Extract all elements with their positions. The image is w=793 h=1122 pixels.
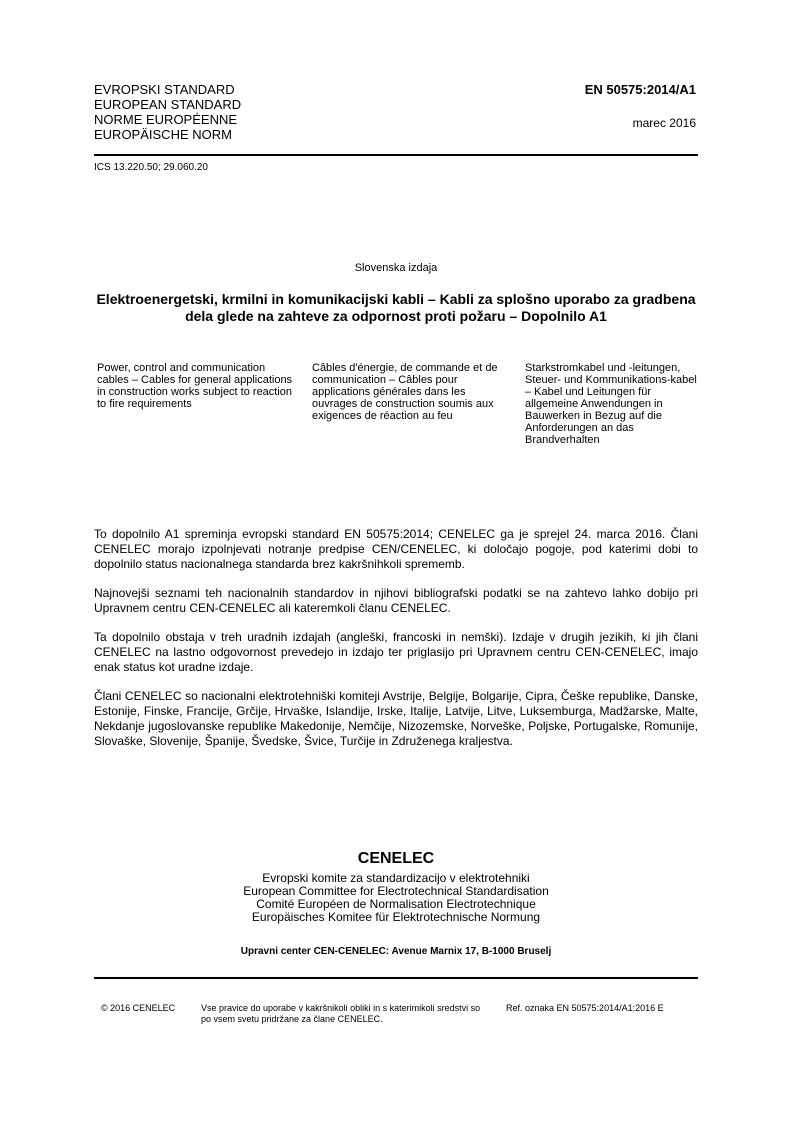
organization-address: Upravni center CEN-CENELEC: Avenue Marnix 17, B-1000 Bruselj [240, 946, 552, 957]
title-translation-fr: Câbles d'énergie, de commande et de communication – Câbles pour applications générales dans les ouvrages de construction soumis aux exigences de réaction au feu [312, 362, 498, 422]
standard-code: EN 50575:2014/A1 [584, 82, 696, 97]
ics-code: ICS 13.220.50; 29.060.20 [94, 162, 208, 173]
standard-names [94, 82, 241, 142]
copyright-notice: © 2016 CENELEC [101, 1003, 176, 1013]
organization-name-en: European Committee for Electrotechnical Standardisation [243, 884, 549, 898]
standard-name-fr: NORME EUROPÉENNE [94, 112, 238, 127]
organization-name-de: Europäisches Komitee für Elektrotechnische Normung [251, 910, 541, 924]
footer-divider [94, 977, 698, 979]
title-translation-de: Starkstromkabel und -leitungen, Steuer- und Kommunikations-kabel – Kabel und Leitungen für allgemeine Anwendungen in Bauwerken in Bezug auf die Anforderungen an das Brandverhalten [525, 362, 697, 446]
organization-name: CENELEC [357, 850, 435, 867]
publication-date: marec 2016 [632, 116, 696, 130]
paragraph-lists: Najnovejši seznami teh nacionalnih standardov in njihovi bibliografski podatki se na zahtevo lahko dobijo pri Upravnem centru CEN-CENELEC ali kateremkoli članu CENELEC. [94, 586, 698, 615]
document-title: Elektroenergetski, krmilni in komunikacijski kabli – Kabli za splošno uporabo za gradbena dela glede na zahteve za odpornost proti požaru – Dopolnilo A1 [96, 291, 696, 324]
paragraph-versions: Ta dopolnilo obstaja v treh uradnih izdajah (angleški, francoski in nemški). Izdaje v drugih jezikih, ki jih člani CENELEC na lastno odgovornost prevedejo in izdajo ter priglasijo pri Upravnem centru CEN-CENELEC, imajo enak status kot uradne izdaje. [94, 630, 698, 674]
reference-number: Ref. oznaka EN 50575:2014/A1:2016 E [506, 1003, 664, 1013]
organization-name-fr: Comité Européen de Normalisation Electrotechnique [256, 897, 536, 911]
paragraph-adoption: To dopolnilo A1 spreminja evropski standard EN 50575:2014; CENELEC ga je sprejel 24. marca 2016. Člani CENELEC morajo izpolnjevati notranje predpise CEN/CENELEC, ki določajo pogoje, pod katerimi dobi to dopolnilo status nacionalnega standarda brez kakršnihkoli sprememb. [94, 527, 698, 571]
header-divider [94, 154, 698, 156]
paragraph-members: Člani CENELEC so nacionalni elektrotehniški komiteji Avstrije, Belgije, Bolgarije, Cipra, Češke republike, Danske, Estonije, Finske, Francije, Grčije, Hrvaške, Islandije, Irske, Italije, Latvije, Litve, Luksemburga, Madžarske, Malte, Nekdanje jugoslovanske republike Makedonije, Nemčije, Nizozemske, Norveške, Poljske, Portugalske, Romunije, Slovaške, Slovenije, Španije, Švedske, Švice, Turčije in Združenega kraljestva. [94, 689, 698, 748]
rights-statement: Vse pravice do uporabe v kakršnikoli obliki in s katerimikoli sredstvi so po vsem svetu pridržane za člane CENELEC. [201, 1003, 481, 1024]
organization-name-sl: Evropski komite za standardizacijo v elektrotehniki [262, 871, 530, 885]
organization-names [94, 872, 698, 924]
title-translation-en: Power, control and communication cables – Cables for general applications in construction works subject to reaction to fire requirements [97, 362, 293, 410]
edition-label: Slovenska izdaja [354, 262, 438, 274]
standard-name-de: EUROPÄISCHE NORM [94, 127, 232, 142]
standard-name-en: EUROPEAN STANDARD [94, 97, 242, 112]
standard-name-sl: EVROPSKI STANDARD [94, 82, 235, 97]
